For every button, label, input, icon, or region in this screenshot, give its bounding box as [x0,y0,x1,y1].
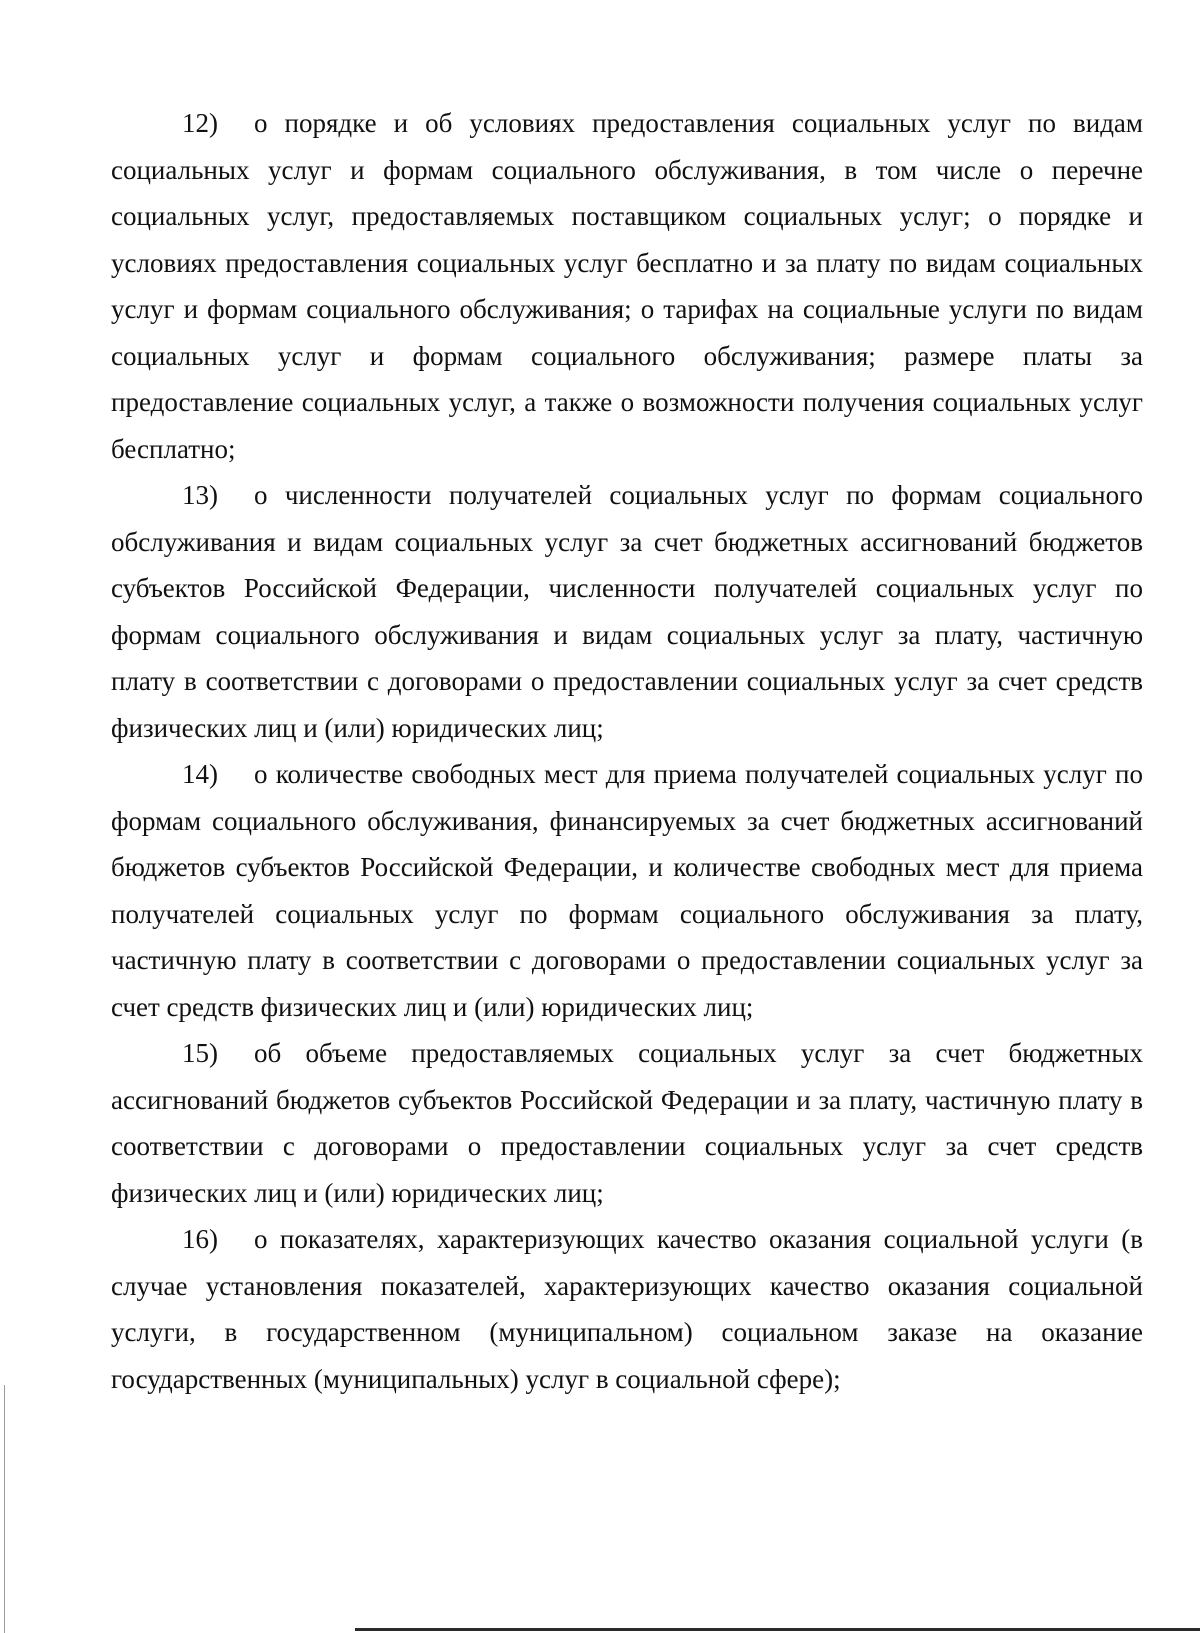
list-item-12 [111,100,1143,472]
item-text: о показателях, характеризующих качество оказания социальной услуги (в случае установления показателей, характеризующих качество оказания социальной услуги, в государственном (муниципальном) социальном заказе на оказание государственных (муниципальных) услуг в социальной сфере); [111,1224,1143,1394]
item-text: об объеме предоставляемых социальных услуг за счет бюджетных ассигнований бюджетов субъектов Российской Федерации и за плату, частичную плату в соответствии с договорами о предоставлении социальных услуг за счет средств физических лиц и (или) юридических лиц; [111,1038,1143,1208]
document-body [111,100,1143,1402]
list-item-13 [111,472,1143,751]
item-number: 15) [182,1038,218,1068]
item-number: 13) [182,480,218,510]
scan-edge-left [4,1385,5,1633]
list-item-16 [111,1216,1143,1402]
item-number: 16) [182,1224,218,1254]
scan-edge-bottom [355,1628,1200,1631]
list-item-15 [111,1030,1143,1216]
item-number: 14) [182,759,218,789]
item-number: 12) [182,108,218,138]
item-text: о количестве свободных мест для приема получателей социальных услуг по формам социального обслуживания, финансируемых за счет бюджетных ассигнований бюджетов субъектов Российской Федерации, и количестве свободных мест для приема получателей социальных услуг по формам социального обслуживания за плату, частичную плату в соответствии с договорами о предоставлении социальных услуг за счет средств физических лиц и (или) юридических лиц; [111,759,1143,1022]
list-item-14 [111,751,1143,1030]
item-text: о порядке и об условиях предоставления социальных услуг по видам социальных услуг и формам социального обслуживания, в том числе о перечне социальных услуг, предоставляемых поставщиком социальных услуг; о порядке и условиях предоставления социальных услуг бесплатно и за плату по видам социальных услуг и формам социального обслуживания; о тарифах на социальные услуги по видам социальных услуг и формам социального обслуживания; размере платы за предоставление социальных услуг, а также о возможности получения социальных услуг бесплатно; [111,108,1143,464]
item-text: о численности получателей социальных услуг по формам социального обслуживания и видам социальных услуг за счет бюджетных ассигнований бюджетов субъектов Российской Федерации, численности получателей социальных услуг по формам социального обслуживания и видам социальных услуг за плату, частичную плату в соответствии с договорами о предоставлении социальных услуг за счет средств физических лиц и (или) юридических лиц; [111,480,1143,743]
